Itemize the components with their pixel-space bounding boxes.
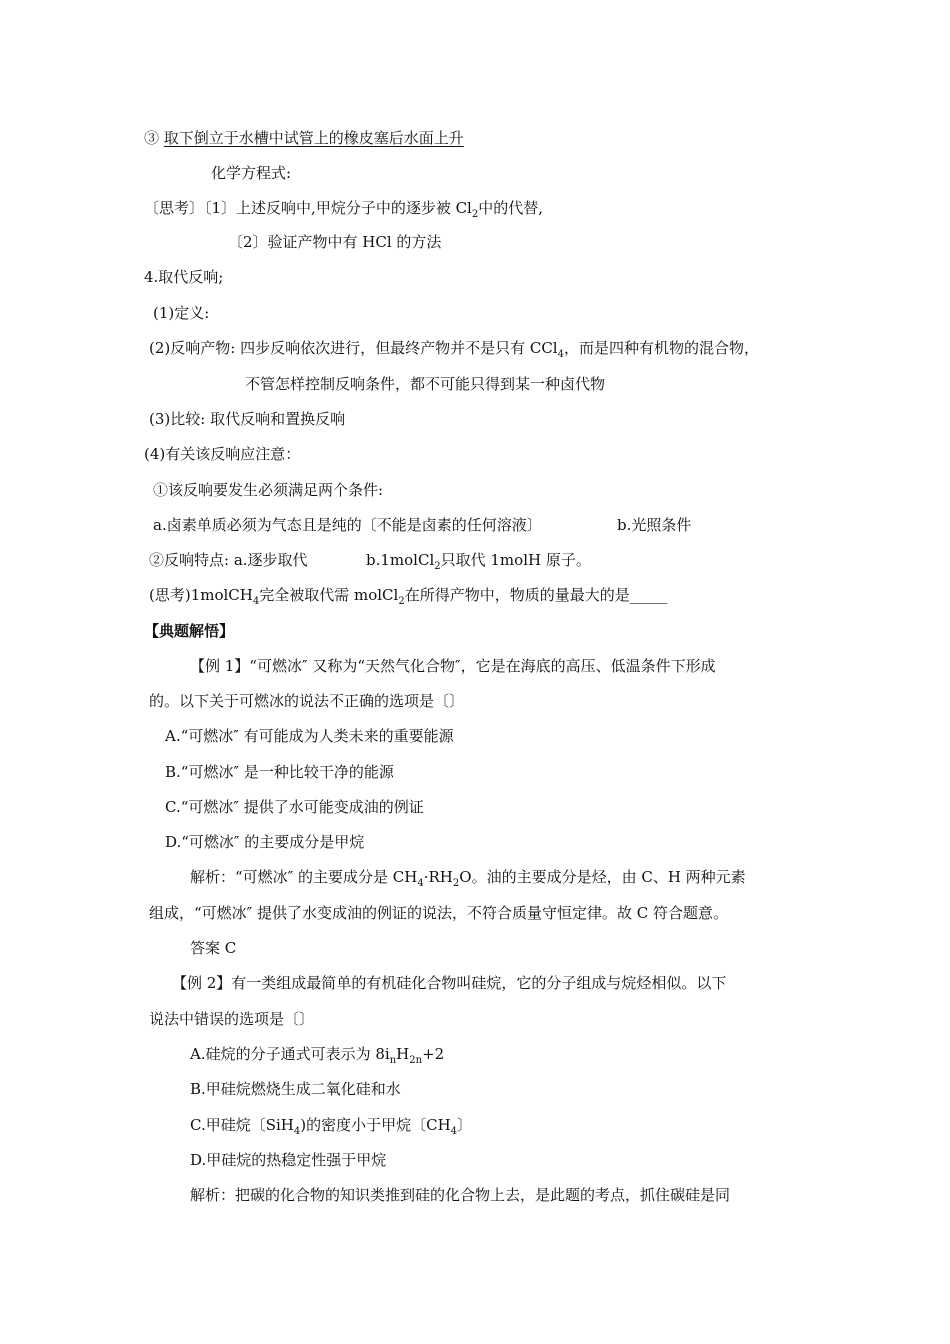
example-2-option-c: C.甲硅烷〔SiH$_4$)的密度小于甲烷〔$CH_4$〕 (190, 1116, 473, 1137)
condition-b: b.光照条件 (617, 516, 692, 534)
section-heading: 4.取代反响; (144, 268, 224, 286)
think-question-1: 〔思考〕〔1〕上述反响中,甲烷分子中的逐步被 $Cl_2$中的代替, (144, 199, 544, 220)
example-1-analysis-cont: 组成，“可燃冰″ 提供了水变成油的例证的说法，不符合质量守恒定律。故 C 符合题意。 (149, 904, 729, 922)
example-1-stem-cont: 的。以下关于可燃冰的说法不正确的选项是〔〕 (149, 692, 465, 710)
features-b: b.1molCl$_2$只取代 1molH 原子。 (366, 551, 591, 572)
product-item: (2)反响产物: 四步反响依次进行，但最终产物并不是只有 CCl$_4$，而是四种有机物的混合物， (149, 339, 759, 360)
think-question-3: (思考)1molCH$_4$完全被取代需 molCl$_2$在所得产物中，物质的量最大的是_____ (149, 586, 668, 607)
examples-heading: 【典题解悟】 (144, 622, 235, 640)
think-question-2: 〔2〕验证产物中有 HCl 的方法 (228, 233, 442, 251)
example-1-stem: 【例 1】“可燃冰″ 又称为“天然气化合物″，它是在海底的高压、低温条件下形成 (190, 657, 716, 675)
observation-3 (144, 127, 464, 149)
example-1-option-a: A.“可燃冰″ 有可能成为人类未来的重要能源 (165, 727, 454, 745)
example-2-stem: 【例 2】有一类组成最简单的有机硅化合物叫硅烷，它的分子组成与烷烃相似。以下 (172, 974, 727, 992)
features-a: ②反响特点: a.逐步取代 (149, 551, 308, 569)
example-1-option-c: C.“可燃冰″ 提供了水可能变成油的例证 (165, 798, 424, 816)
equation-label: 化学方程式: (211, 164, 292, 182)
example-1-analysis: 解析：“可燃冰″ 的主要成分是 $CH_4\cdot RH_2O$。油的主要成分是烃，由 C、H 两种元素 (190, 868, 746, 889)
compare-item: (3)比较: 取代反响和置换反响 (149, 410, 346, 428)
example-2-stem-cont: 说法中错误的选项是〔〕 (149, 1010, 315, 1028)
example-2-option-b: B.甲硅烷燃烧生成二氧化硅和水 (190, 1080, 401, 1098)
condition-a: a.卤素单质必须为气态且是纯的〔不能是卤素的任何溶液〕 (153, 516, 542, 534)
circled-number: ③ (144, 129, 160, 147)
example-1-option-b: B.“可燃冰″ 是一种比较干净的能源 (165, 763, 394, 781)
definition-item: (1)定义: (153, 304, 210, 322)
example-2-option-d: D.甲硅烷的热稳定性强于甲烷 (190, 1151, 387, 1169)
example-2-analysis: 解析：把碳的化合物的知识类推到硅的化合物上去，是此题的考点，抓住碳硅是同 (190, 1186, 731, 1204)
example-2-option-a: A.硅烷的分子通式可表示为 $8i_nH_{2n}+2$ (190, 1045, 445, 1066)
example-1-option-d: D.“可燃冰″ 的主要成分是甲烷 (165, 833, 365, 851)
product-note: 不管怎样控制反响条件，都不可能只得到某一种卤代物 (245, 375, 606, 393)
observation-text: 取下倒立于水槽中试管上的橡皮塞后水面上升 (163, 129, 464, 147)
example-1-answer: 答案 C (190, 939, 237, 957)
notes-item: (4)有关该反响应注意： (144, 445, 301, 463)
conditions-intro: ①该反响要发生必须满足两个条件: (153, 481, 384, 499)
